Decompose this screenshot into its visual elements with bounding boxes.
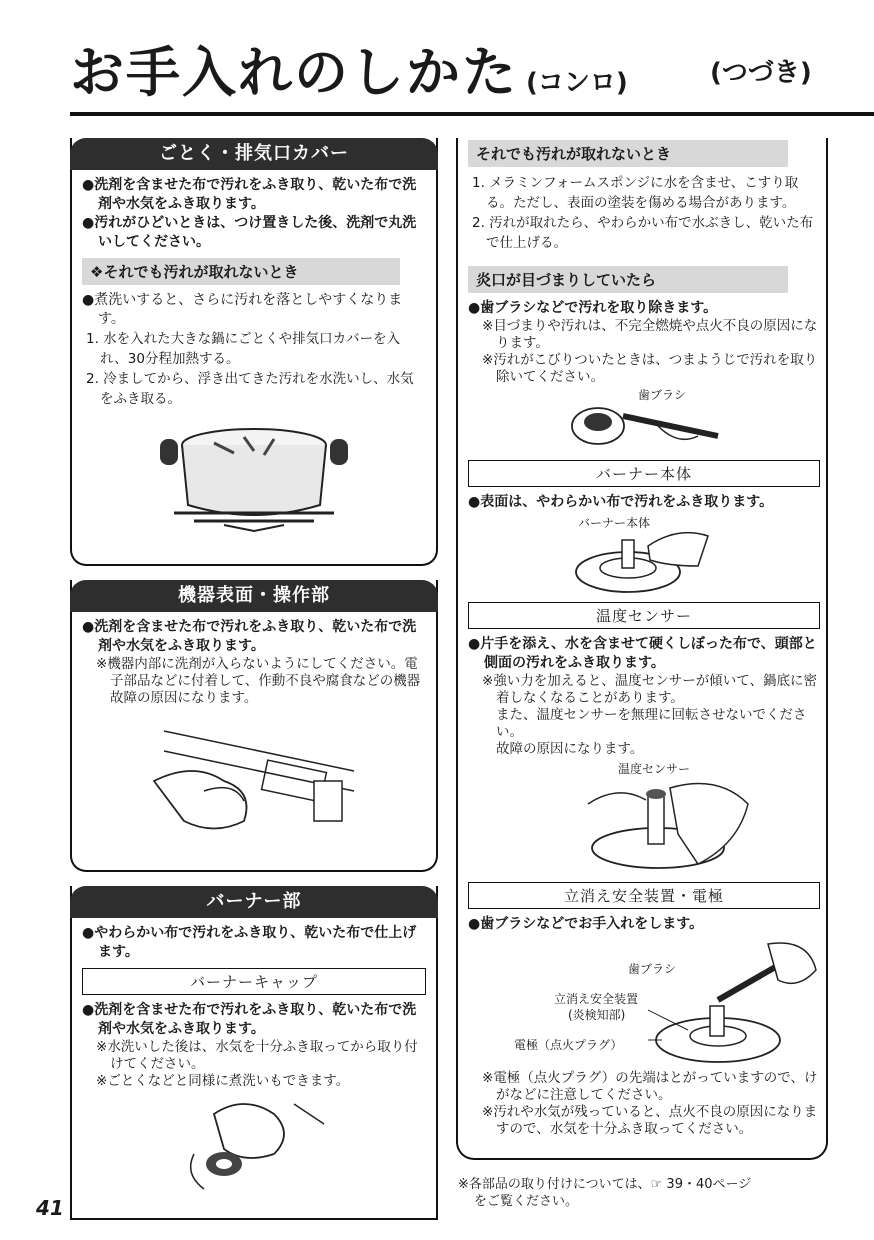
surface-wipe-illustration (144, 711, 364, 841)
safety-brush-label: 歯ブラシ (628, 962, 677, 976)
safety-device-label-2: (炎検知部) (568, 1008, 626, 1022)
footer-line-1: ※各部品の取り付けについては、☞ 39・40ページ (458, 1177, 752, 1192)
clogged-section (468, 266, 820, 456)
electrode-label: 電極（点火プラグ） (514, 1038, 623, 1052)
still-dirty-section (468, 140, 820, 253)
burner-heading: バーナー部 (70, 886, 438, 918)
clogged-bullet: ● 歯ブラシなどで汚れを取り除きます。 (468, 299, 820, 318)
gotoku-bullet-1: ● 洗剤を含ませた布で汚れをふき取り、乾いた布で洗剤や水気をふき取ります。 (82, 176, 426, 214)
burner-cap-illustration (174, 1094, 334, 1194)
clogged-note-2: ※ 汚れがこびりついたときは、つまようじで汚れを取り除いてください。 (468, 352, 820, 386)
safety-illustration (648, 940, 818, 1070)
surface-bullet: ● 洗剤を含ませた布で汚れをふき取り、乾いた布で洗剤や水気をふき取ります。 (82, 618, 426, 656)
still-dirty-heading: それでも汚れが取れないとき (468, 140, 788, 167)
burner-cap-note-1: ※ 水洗いした後は、水気を十分ふき取ってから取り付けてください。 (82, 1039, 426, 1073)
safety-bullet: ● 歯ブラシなどでお手入れをします。 (468, 915, 820, 934)
gotoku-heading: ごとく・排気口カバー (70, 138, 438, 170)
burner-cap-note-2: ※ ごとくなどと同様に煮洗いもできます。 (82, 1073, 426, 1090)
clogged-heading: 炎口が目づまりしていたら (468, 266, 788, 293)
sensor-section (468, 602, 820, 876)
gotoku-bullet-2: ● 汚れがひどいときは、つけ置きした後、洗剤で丸洗いしてください。 (82, 214, 426, 252)
gotoku-subhead: ❖それでも汚れが取れないとき (82, 258, 400, 285)
sensor-note: ※ 強い力を加えると、温度センサーが傾いて、鍋底に密着しなくなることがあります。 (468, 673, 820, 707)
sensor-illustration (578, 774, 758, 874)
burner-body-label: バーナー本体 (578, 516, 651, 530)
sensor-bullet: ● 片手を添え、水を含ませて硬くしぼった布で、頭部と側面の汚れをふき取ります。 (468, 635, 820, 673)
title-sub: (コンロ) (526, 68, 628, 98)
pot-illustration (154, 413, 354, 533)
safety-device-label: 立消え安全装置 (554, 992, 639, 1006)
sensor-heading: 温度センサー (468, 602, 820, 629)
safety-heading: 立消え安全装置・電極 (468, 882, 820, 909)
footer-line-2: をご覧ください。 (474, 1194, 579, 1209)
title-main: お手入れのしかた (70, 41, 518, 104)
sensor-note-2: また、温度センサーを無理に回転させないでください。 (496, 707, 807, 740)
page-number: 41 (36, 1196, 64, 1220)
surface-heading: 機器表面・操作部 (70, 580, 438, 612)
safety-section (468, 882, 820, 1138)
gotoku-step-2: 2. 冷ましてから、浮き出てきた汚れを水洗いし、水気をふき取る。 (86, 371, 414, 407)
burner-body-section (468, 460, 820, 598)
burner-cap-heading: バーナーキャップ (82, 968, 426, 995)
surface-note: ※ 機器内部に洗剤が入らないようにしてください。電子部品などに付着して、作動不良や腐食などの機器故障の原因になります。 (82, 656, 426, 707)
burner-body-bullet: ● 表面は、やわらかい布で汚れをふき取ります。 (468, 493, 820, 512)
footer-note (458, 1176, 751, 1210)
burner-body-heading: バーナー本体 (468, 460, 820, 487)
title-continued: (つづき) (710, 58, 812, 88)
still-dirty-step-1: 1. メラミンフォームスポンジに水を含ませ、こすり取る。ただし、表面の塗装を傷める場合があります。 (472, 175, 799, 211)
sensor-label: 温度センサー (618, 762, 691, 776)
burner-cap-bullet: ● 洗剤を含ませた布で汚れをふき取り、乾いた布で洗剤や水気をふき取ります。 (82, 1001, 426, 1039)
gotoku-panel (70, 138, 438, 566)
sensor-note-3: 故障の原因になります。 (496, 741, 644, 757)
clogged-note-1: ※ 目づまりや汚れは、不完全燃焼や点火不良の原因になります。 (468, 318, 820, 352)
toothbrush-label: 歯ブラシ (638, 388, 687, 402)
safety-note-1: ※ 電極（点火プラグ）の先端はとがっていますので、けがなどに注意してください。 (468, 1070, 820, 1104)
title-rule (70, 112, 874, 116)
safety-note-2: ※ 汚れや水気が残っていると、点火不良の原因になりますので、水気を十分ふき取ってください。 (468, 1104, 820, 1138)
burner-bullet: ● やわらかい布で汚れをふき取り、乾いた布で仕上げます。 (82, 924, 426, 962)
page-title (70, 38, 812, 118)
surface-panel (70, 580, 438, 872)
footer-rule (70, 1196, 72, 1220)
burner-body-illustration (568, 526, 718, 598)
burner-panel (70, 886, 438, 1220)
still-dirty-step-2: 2. 汚れが取れたら、やわらかい布で水ぶきし、乾いた布で仕上げる。 (472, 215, 814, 251)
gotoku-step-1: 1. 水を入れた大きな鍋にごとくや排気口カバーを入れ、30分程加熱する。 (86, 331, 401, 367)
gotoku-bullet-plain: ● 煮洗いすると、さらに汚れを落としやすくなります。 (82, 291, 426, 329)
